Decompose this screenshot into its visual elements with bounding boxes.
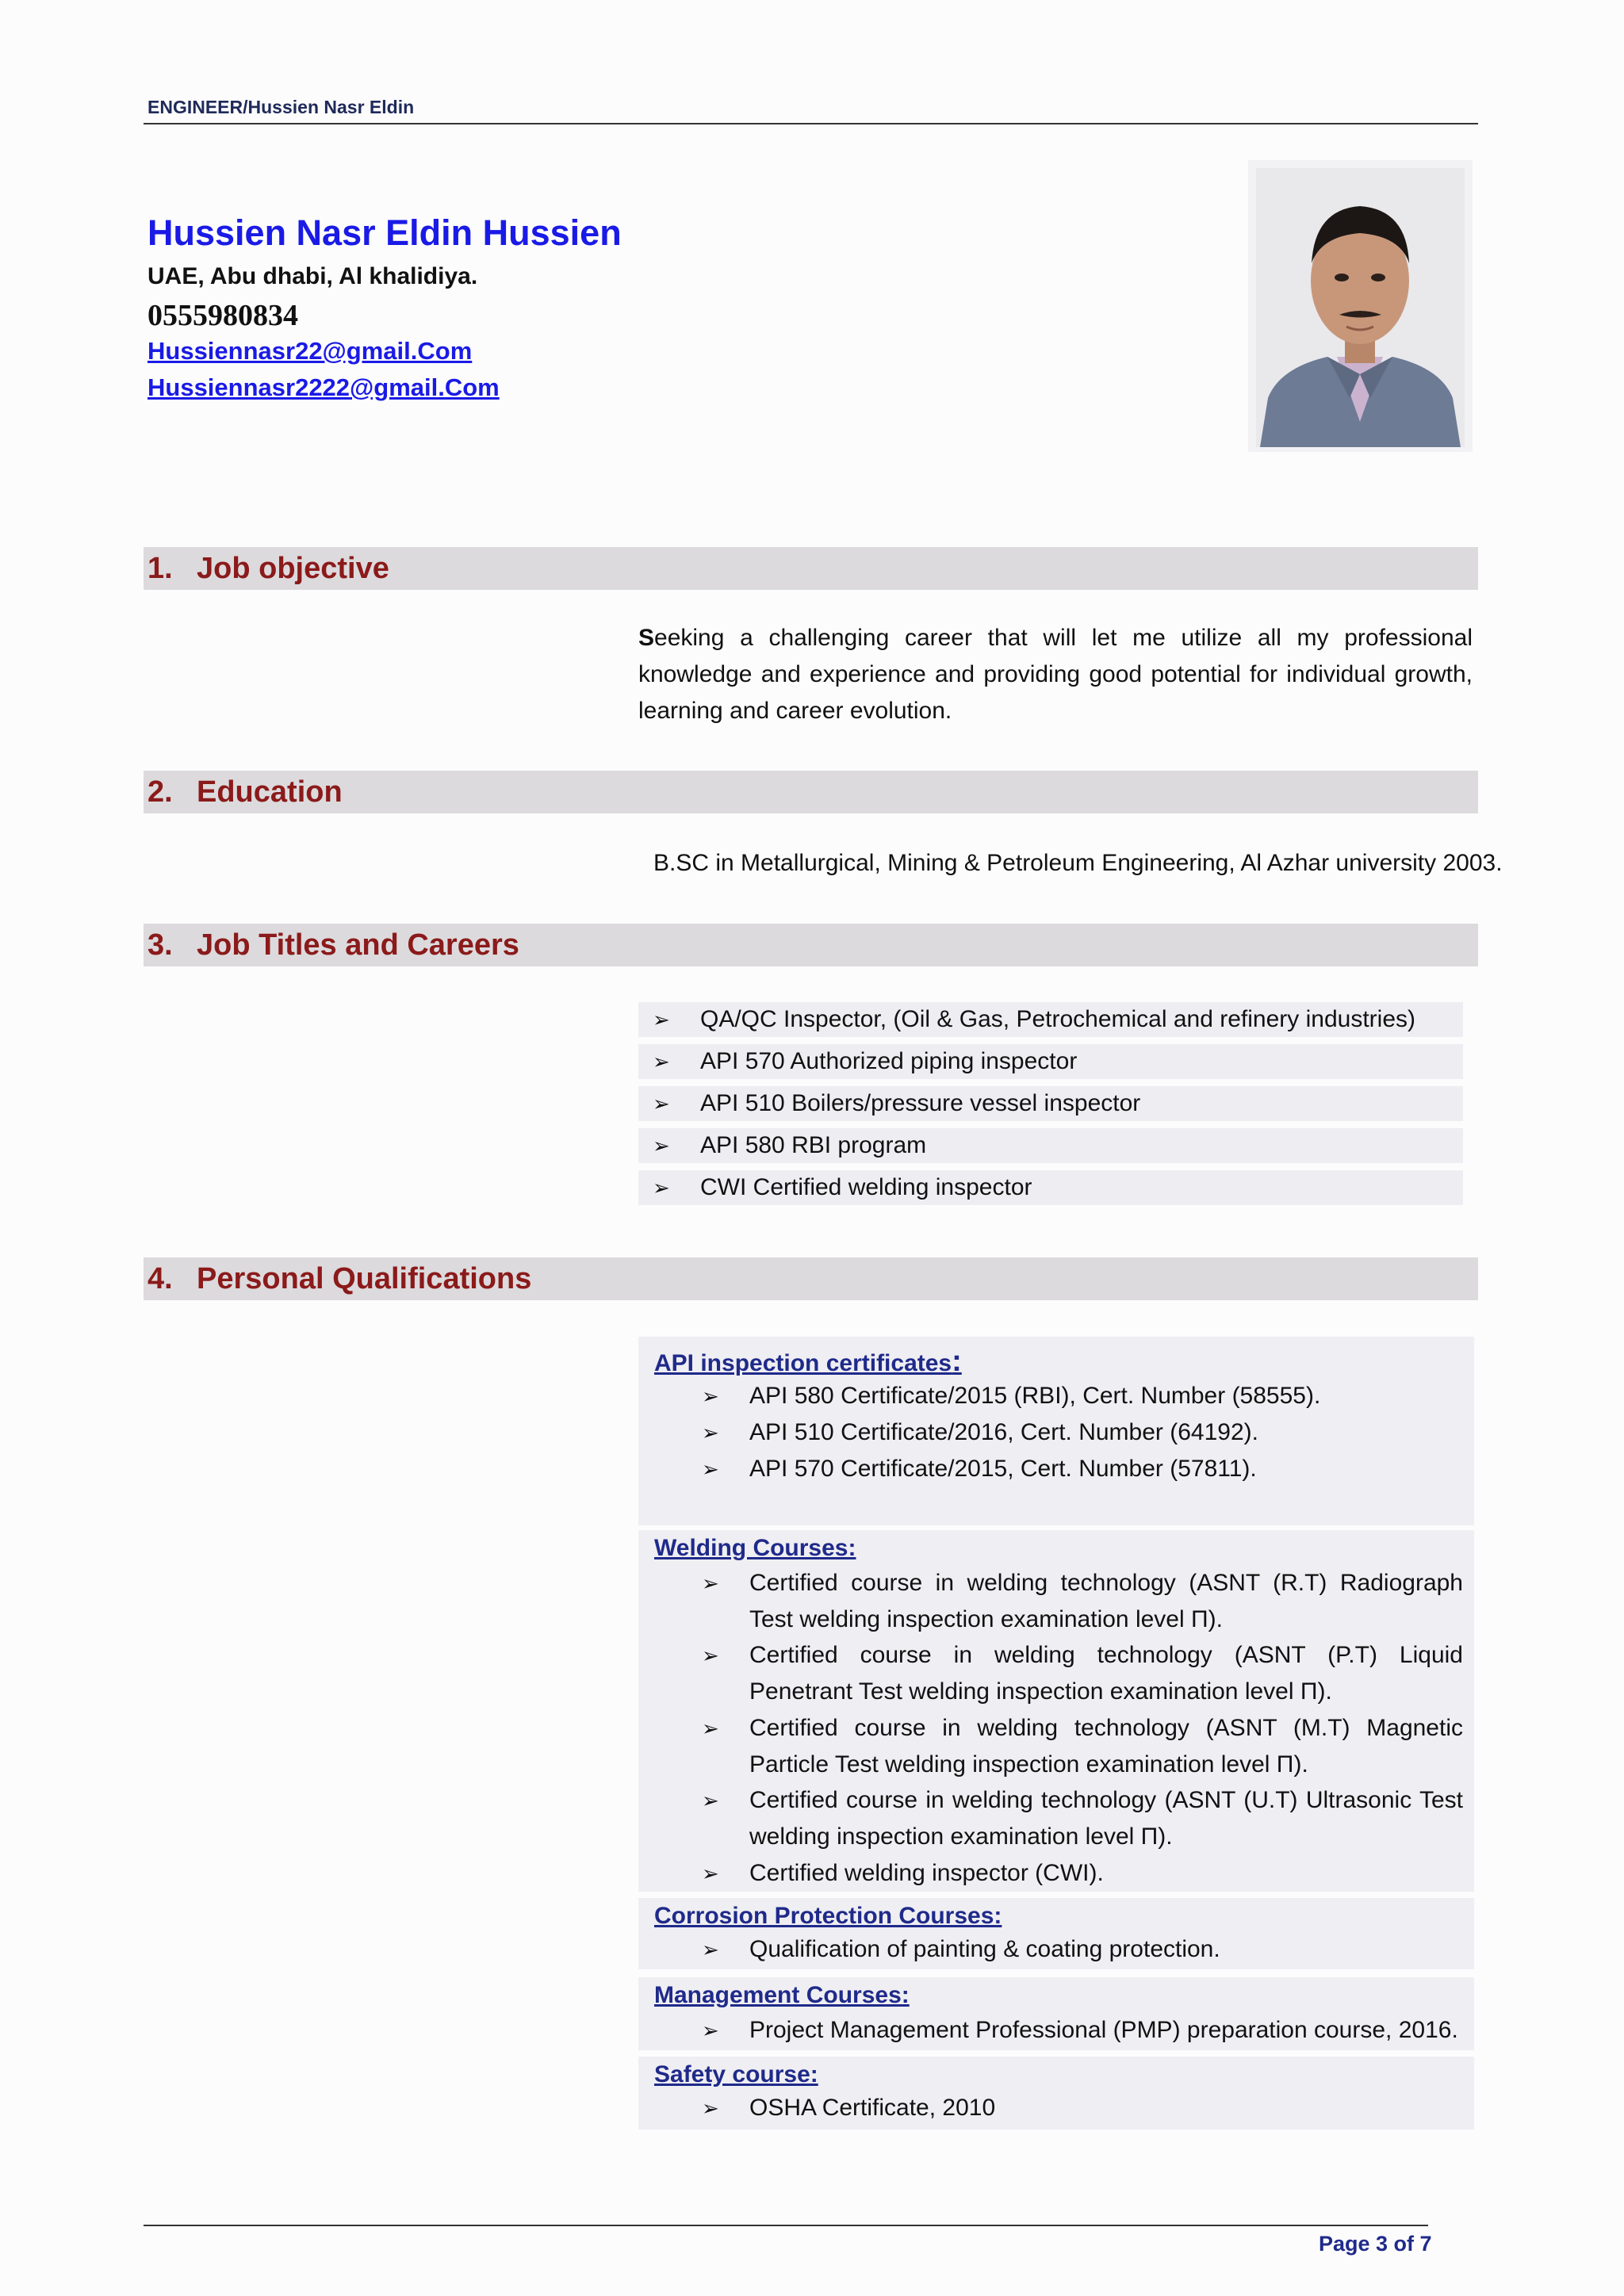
arrow-bullet-icon: ➢ (702, 1571, 719, 1595)
list-item: Project Management Professional (PMP) preparation course, 2016. (749, 2017, 1458, 2043)
list-item: Qualification of painting & coating protection. (749, 1936, 1220, 1962)
list-item: API 510 Certificate/2016, Cert. Number (64192). (749, 1419, 1258, 1445)
section-title: Personal Qualifications (197, 1262, 532, 1295)
qualification-group-api (638, 1337, 1474, 1525)
objective-paragraph (638, 620, 1473, 729)
arrow-bullet-icon: ➢ (702, 1862, 719, 1885)
group-heading: Management Courses: (654, 1982, 910, 2008)
arrow-bullet-icon: ➢ (702, 1938, 719, 1961)
job-title-text: API 510 Boilers/pressure vessel inspector (700, 1090, 1141, 1116)
candidate-name: Hussien Nasr Eldin Hussien (147, 212, 622, 253)
arrow-bullet-icon: ➢ (702, 1421, 719, 1445)
person-portrait-icon (1248, 160, 1473, 452)
footer-rule (144, 2225, 1428, 2226)
email-link-secondary[interactable]: Hussiennasr2222@gmail.Com (147, 373, 500, 401)
job-title-text: QA/QC Inspector, (Oil & Gas, Petrochemical and refinery industries) (700, 1006, 1416, 1032)
arrow-bullet-icon: ➢ (702, 1644, 719, 1667)
list-item (638, 1128, 1463, 1163)
qualification-group-management (638, 1977, 1474, 2050)
qualification-group-welding (638, 1530, 1474, 1892)
email-link-primary[interactable]: Hussiennasr22@gmail.Com (147, 337, 473, 365)
list-item: OSHA Certificate, 2010 (749, 2095, 996, 2121)
section-number: 2. (147, 775, 173, 809)
header-rule (144, 123, 1478, 124)
page-number: Page 3 of 7 (1319, 2232, 1432, 2256)
qualification-group-corrosion (638, 1898, 1474, 1969)
arrow-bullet-icon: ➢ (653, 1092, 670, 1115)
list-item: Certified course in welding technology (ASNT (M.T) Magnetic Particle Test welding inspection examination level Π). (749, 1715, 1463, 1777)
arrow-bullet-icon: ➢ (702, 1789, 719, 1812)
objective-text: eeking a challenging career that will let me utilize all my professional knowledge and experience and providing good potential for individual growth, learning and career evolution. (638, 625, 1473, 724)
list-item: Certified course in welding technology (ASNT (U.T) Ultrasonic Test welding inspection examination level Π). (749, 1787, 1463, 1850)
qualification-group-safety (638, 2057, 1474, 2130)
arrow-bullet-icon: ➢ (702, 2096, 719, 2120)
section-job-titles (144, 924, 1478, 966)
group-heading: Corrosion Protection Courses: (654, 1903, 1002, 1929)
objective-initial: S (638, 625, 655, 651)
arrow-bullet-icon: ➢ (702, 1384, 719, 1408)
section-education (144, 771, 1478, 813)
list-item: Certified course in welding technology (ASNT (P.T) Liquid Penetrant Test welding inspection examination level Π). (749, 1642, 1463, 1705)
section-job-objective (144, 547, 1478, 590)
list-item (638, 1170, 1463, 1205)
arrow-bullet-icon: ➢ (702, 1457, 719, 1481)
job-title-text: API 570 Authorized piping inspector (700, 1048, 1078, 1074)
arrow-bullet-icon: ➢ (702, 2019, 719, 2042)
arrow-bullet-icon: ➢ (702, 1716, 719, 1740)
list-item: API 570 Certificate/2015, Cert. Number (57811). (749, 1456, 1257, 1482)
running-header: ENGINEER/Hussien Nasr Eldin (147, 97, 415, 117)
list-item: API 580 Certificate/2015 (RBI), Cert. Number (58555). (749, 1383, 1321, 1409)
education-entry: B.SC in Metallurgical, Mining & Petroleum Engineering, Al Azhar university 2003. (653, 850, 1503, 876)
section-title: Job objective (197, 552, 389, 585)
arrow-bullet-icon: ➢ (653, 1050, 670, 1073)
list-item: Certified course in welding technology (ASNT (R.T) Radiograph Test welding inspection examination level Π). (749, 1570, 1463, 1632)
profile-photo (1248, 160, 1473, 452)
group-heading: Welding Courses: (654, 1535, 856, 1561)
section-personal-qualifications (144, 1257, 1478, 1300)
phone-number: 0555980834 (147, 299, 298, 332)
section-title: Job Titles and Careers (197, 928, 519, 962)
job-title-text: CWI Certified welding inspector (700, 1174, 1032, 1200)
group-heading: API inspection certificates: (654, 1345, 962, 1378)
arrow-bullet-icon: ➢ (653, 1176, 670, 1200)
list-item (638, 1086, 1463, 1121)
arrow-bullet-icon: ➢ (653, 1008, 670, 1031)
section-title: Education (197, 775, 343, 809)
section-number: 3. (147, 928, 173, 962)
address: UAE, Abu dhabi, Al khalidiya. (147, 263, 478, 289)
list-item: Certified welding inspector (CWI). (749, 1860, 1104, 1886)
section-number: 4. (147, 1262, 173, 1295)
list-item (638, 1002, 1463, 1037)
list-item (638, 1044, 1463, 1079)
group-heading: Safety course: (654, 2061, 818, 2087)
job-title-text: API 580 RBI program (700, 1132, 927, 1158)
arrow-bullet-icon: ➢ (653, 1134, 670, 1158)
section-number: 1. (147, 552, 173, 585)
